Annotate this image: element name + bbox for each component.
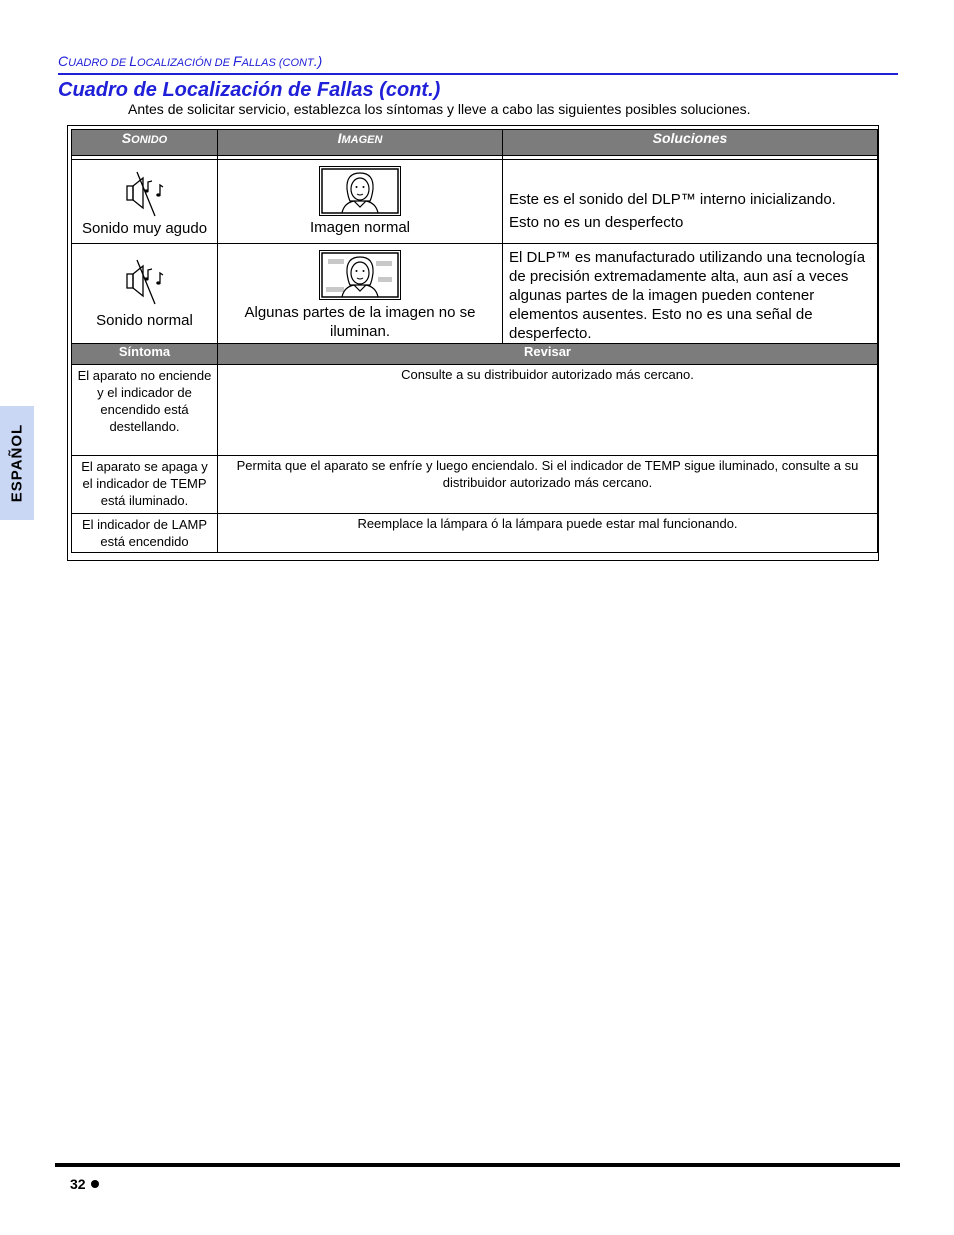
check-cell: Consulte a su distribuidor autorizado más cercano. xyxy=(218,365,878,456)
intro-text: Antes de solicitar servicio, establezca los síntomas y lleve a cabo las siguientes posibles soluciones. xyxy=(128,101,751,117)
col-header-solutions: Soluciones xyxy=(503,130,878,156)
table-row xyxy=(72,456,878,514)
check-cell: Permita que el aparato se enfríe y luego enciendalo. Si el indicador de TEMP sigue iluminado, consulte a su distribuidor autorizado más cercano. xyxy=(218,456,878,514)
image-label: Imagen normal xyxy=(309,219,411,236)
col-header-check: Revisar xyxy=(218,344,878,365)
tv-face-icon xyxy=(319,166,401,216)
sound-label: Sonido normal xyxy=(96,312,193,329)
check-cell: Reemplace la lámpara ó la lámpara puede estar mal funcionando. xyxy=(218,514,878,553)
speaker-muted-icon xyxy=(121,170,169,218)
solution-cell xyxy=(503,160,878,244)
symptoms-table xyxy=(71,129,878,553)
col-header-symptom: Síntoma xyxy=(72,344,218,365)
footer-rule xyxy=(55,1163,900,1167)
tv-face-partial-icon xyxy=(319,250,401,300)
col-header-sound: SONIDO xyxy=(72,130,218,156)
solution-cell xyxy=(503,244,878,344)
solution-line: El DLP™ es manufacturado utilizando una tecnología de precisión extremadamente alta, aun así a veces algunas partes de la imagen pueden contener elementos ausentes. Esto no es una señal de desperfecto. xyxy=(509,249,866,342)
speaker-muted-icon xyxy=(121,258,169,306)
table-row xyxy=(72,365,878,456)
solution-line: Este es el sonido del DLP™ interno inicializando. xyxy=(509,191,836,208)
table-row xyxy=(72,514,878,553)
sound-label: Sonido muy agudo xyxy=(81,220,208,237)
solution-line: Esto no es un desperfecto xyxy=(509,214,684,231)
bullet-icon xyxy=(91,1180,99,1188)
table-row xyxy=(72,244,878,344)
page-title: Cuadro de Localización de Fallas (cont.) xyxy=(58,79,441,101)
col-header-image: IMAGEN xyxy=(218,130,503,156)
symptom-cell: El indicador de LAMP está encendido xyxy=(72,514,218,553)
image-label: Algunas partes de la imagen no se iluminan. xyxy=(244,304,476,340)
language-side-tab xyxy=(0,406,34,520)
page-number: 32 xyxy=(70,1176,99,1192)
image-cell xyxy=(218,244,503,344)
running-header: CUADRO DE LOCALIZACIÓN DE FALLAS (CONT.) xyxy=(58,53,898,75)
image-cell xyxy=(218,160,503,244)
table-row xyxy=(72,160,878,244)
sound-cell xyxy=(72,244,218,344)
sound-cell xyxy=(72,160,218,244)
symptom-cell: El aparato no enciende y el indicador de encendido está destellando. xyxy=(72,365,218,456)
language-label: ESPAÑOL xyxy=(8,423,26,503)
symptom-cell: El aparato se apaga y el indicador de TEMP está iluminado. xyxy=(72,456,218,514)
